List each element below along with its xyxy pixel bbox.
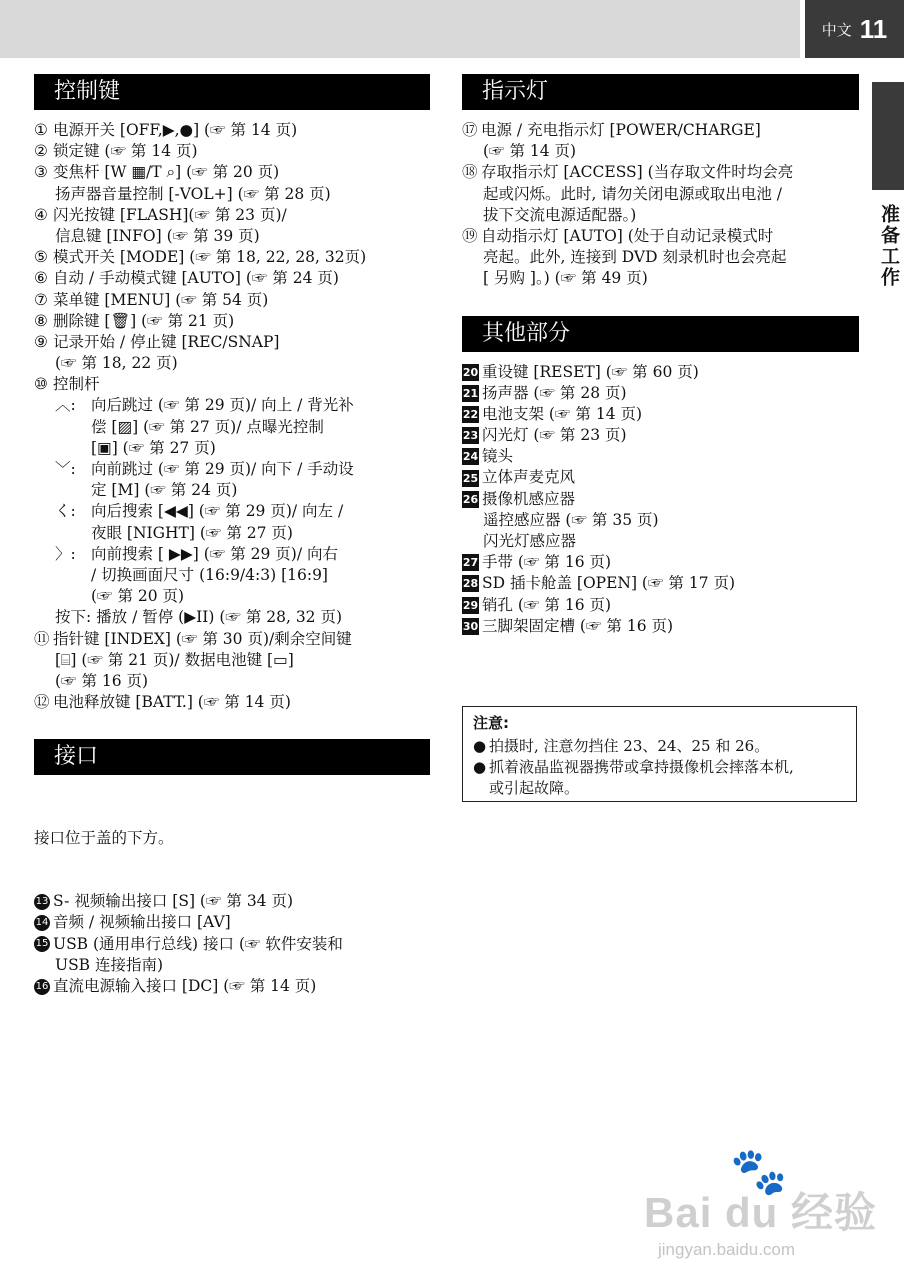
item-number-marker: ⑦ [34, 290, 48, 309]
watermark-url: jingyan.baidu.com [658, 1240, 796, 1259]
caution-item: ● 拍摄时, 注意勿挡住 23、24、25 和 26。 [473, 737, 770, 755]
list-item [462, 247, 859, 268]
list-item [34, 374, 430, 395]
item-number-marker: 20 [462, 365, 479, 379]
indicators-list [462, 120, 859, 290]
item-text: 存取指示灯 [ACCESS] (当存取文件时均会亮 [481, 163, 794, 182]
item-text: SD 插卡舱盖 [OPEN] (☞ 第 17 页) [482, 574, 736, 593]
item-number-marker: 15 [34, 936, 50, 952]
list-item [34, 955, 430, 976]
controls-list [34, 120, 430, 713]
list-item [462, 162, 859, 183]
list-item [462, 616, 859, 637]
list-item [34, 586, 430, 607]
caution-box [462, 706, 857, 802]
item-number-marker: ② [34, 142, 48, 161]
item-text: 偿 [▨] (☞ 第 27 页)/ 点曝光控制 [91, 417, 324, 436]
item-number-marker: ③ [34, 163, 48, 182]
item-number-marker: 22 [462, 407, 479, 421]
item-text: 变焦杆 [W ▦/T ⌕] (☞ 第 20 页) [53, 163, 280, 182]
item-text: S- 视频输出接口 [S] (☞ 第 34 页) [53, 892, 294, 911]
list-item [462, 141, 859, 162]
item-text: 锁定键 (☞ 第 14 页) [53, 142, 198, 161]
list-item [462, 595, 859, 616]
item-text: 删除键 [🗑] (☞ 第 21 页) [53, 311, 235, 330]
item-text: 起或闪烁。此时, 请勿关闭电源或取出电池 / [483, 184, 783, 203]
item-text: 闪光灯感应器 [483, 532, 577, 550]
item-text: 控制杆 [53, 375, 100, 394]
page-number: 11 [859, 13, 888, 44]
item-number-marker: 25 [462, 471, 479, 485]
list-item [462, 226, 859, 247]
item-text: 按下: 播放 / 暂停 (▶II) (☞ 第 28, 32 页) [55, 608, 343, 627]
list-item [462, 404, 859, 425]
other-parts-list [462, 362, 859, 637]
item-text: 电源 / 充电指示灯 [POWER/CHARGE] [481, 121, 761, 139]
item-text: (☞ 第 18, 22 页) [55, 354, 178, 373]
item-number-marker: ⑧ [34, 311, 48, 330]
item-text: 扬声器音量控制 [-VOL+] (☞ 第 28 页) [55, 184, 331, 203]
section-title-indicators: 指示灯 [462, 74, 859, 110]
item-number-marker: ⑫ [34, 693, 50, 712]
side-tab [872, 82, 904, 190]
list-item [462, 531, 859, 552]
item-text: 镜头 [482, 447, 514, 466]
list-item [34, 501, 430, 522]
item-text: USB (通用串行总线) 接口 (☞ 软件安装和 [53, 934, 343, 953]
list-item [34, 891, 430, 912]
list-item [34, 247, 430, 268]
item-text: 记录开始 / 停止键 [REC/SNAP] [53, 332, 280, 351]
list-item [462, 552, 859, 573]
list-item [34, 692, 430, 713]
item-text: USB 连接指南) [55, 955, 164, 974]
list-item [462, 425, 859, 446]
item-number-marker: 30 [462, 619, 479, 633]
item-text: 直流电源输入接口 [DC] (☞ 第 14 页) [53, 977, 317, 995]
watermark-brand: Bai du 经验 [644, 1189, 878, 1236]
list-item [462, 184, 859, 205]
caution-title: 注意: [473, 714, 509, 732]
direction-marker: 〉: [55, 544, 76, 563]
item-text: 定 [M] (☞ 第 24 页) [91, 481, 238, 500]
list-item [462, 573, 859, 594]
item-text: 音频 / 视频输出接口 [AV] [53, 913, 231, 932]
list-item [34, 912, 430, 933]
list-item [34, 311, 430, 332]
side-section-label: 准备工作 [878, 204, 900, 288]
item-text: 信息键 [INFO] (☞ 第 39 页) [55, 226, 260, 245]
list-item [34, 480, 430, 501]
item-text: 重设键 [RESET] (☞ 第 60 页) [482, 362, 699, 381]
item-number-marker: 13 [34, 894, 50, 910]
list-item [462, 383, 859, 404]
item-text: / 切换画面尺寸 (16:9/4:3) [16:9] [91, 565, 328, 584]
item-text: 模式开关 [MODE] (☞ 第 18, 22, 28, 32页) [53, 248, 367, 267]
item-number-marker: 23 [462, 429, 479, 443]
list-item [34, 544, 430, 565]
item-text: [▣] (☞ 第 27 页) [91, 438, 216, 457]
item-text: 指针键 [INDEX] (☞ 第 30 页)/剩余空间键 [53, 629, 352, 648]
section-title-ports: 接口 [34, 739, 430, 775]
list-item [34, 290, 430, 311]
list-item [34, 438, 430, 459]
ports-intro: 接口位于盖的下方。 [34, 828, 174, 847]
item-text: 向后搜索 [◀◀] (☞ 第 29 页)/ 向左 / [91, 502, 344, 521]
item-text: 闪光灯 (☞ 第 23 页) [482, 426, 627, 445]
item-text: 电池支架 (☞ 第 14 页) [482, 404, 643, 423]
item-text: 电池释放键 [BATT.] (☞ 第 14 页) [53, 693, 291, 712]
item-text: 闪光按键 [FLASH](☞ 第 23 页)/ [53, 205, 287, 224]
item-text: 摄像机感应器 [482, 489, 576, 508]
item-number-marker: 24 [462, 450, 479, 464]
list-item [34, 395, 430, 416]
item-number-marker: ⑱ [462, 163, 478, 182]
item-text: 立体声麦克风 [482, 468, 576, 487]
item-text: 扬声器 (☞ 第 28 页) [482, 383, 627, 402]
item-text: (☞ 第 16 页) [55, 671, 149, 690]
top-bar [0, 0, 800, 58]
baidu-watermark [640, 1140, 880, 1270]
list-item [34, 565, 430, 586]
list-item [34, 417, 430, 438]
caution-item: 或引起故障。 [489, 779, 580, 797]
item-text: 拔下交流电源适配器。) [483, 205, 637, 224]
list-item [462, 205, 859, 226]
list-item [34, 523, 430, 544]
list-item [462, 489, 859, 510]
item-text: 电源开关 [OFF,▶,●] (☞ 第 14 页) [53, 121, 298, 139]
ports-list [34, 785, 430, 1039]
item-number-marker: ⑪ [34, 629, 50, 648]
item-number-marker: ⑲ [462, 226, 478, 245]
list-item [34, 268, 430, 289]
item-number-marker: 26 [462, 492, 479, 506]
direction-marker: ﹀: [55, 460, 76, 478]
language-label: 中文 [821, 20, 852, 39]
list-item [34, 205, 430, 226]
item-text: [ 另购 ]。) (☞ 第 49 页) [483, 269, 648, 288]
list-item [462, 467, 859, 488]
item-text: (☞ 第 14 页) [483, 142, 577, 161]
item-text: 向后跳过 (☞ 第 29 页)/ 向上 / 背光补 [91, 396, 354, 415]
item-text: [⌸] (☞ 第 21 页)/ 数据电池键 [▭] [55, 650, 294, 669]
right-column [462, 74, 859, 637]
page-number-box [805, 0, 904, 58]
direction-marker: ︿: [55, 396, 76, 415]
list-item [34, 607, 430, 628]
item-text: 自动指示灯 [AUTO] (处于自动记录模式时 [481, 226, 774, 245]
item-number-marker: 27 [462, 556, 479, 570]
list-item [34, 353, 430, 374]
list-item [462, 510, 859, 531]
item-number-marker: ⑩ [34, 375, 48, 394]
item-number-marker: 21 [462, 386, 479, 400]
bullet-icon: ● [473, 737, 487, 755]
item-number-marker: ⑨ [34, 332, 48, 351]
left-column [34, 74, 430, 1040]
item-number-marker: 16 [34, 979, 50, 995]
item-text: 手带 (☞ 第 16 页) [482, 553, 612, 572]
direction-marker: く: [55, 502, 76, 521]
item-text: 遥控感应器 (☞ 第 35 页) [483, 510, 659, 529]
list-item [34, 934, 430, 955]
list-item [462, 446, 859, 467]
bullet-icon: ● [473, 758, 487, 776]
list-item [34, 141, 430, 162]
list-item [34, 629, 430, 650]
list-item [34, 650, 430, 671]
item-number-marker: 29 [462, 598, 479, 612]
item-text: 向前跳过 (☞ 第 29 页)/ 向下 / 手动设 [91, 460, 354, 478]
paw-logo-icon: 🐾 [730, 1144, 788, 1198]
list-item [462, 268, 859, 289]
item-text: 向前搜索 [ ▶▶] (☞ 第 29 页)/ 向右 [91, 544, 338, 563]
list-item [462, 120, 859, 141]
list-item [462, 362, 859, 383]
item-text: (☞ 第 20 页) [91, 587, 185, 606]
item-number-marker: ① [34, 121, 48, 139]
item-text: 三脚架固定槽 (☞ 第 16 页) [482, 616, 674, 635]
list-item [34, 976, 430, 997]
section-title-other: 其他部分 [462, 316, 859, 352]
caution-item: ● 抓着液晶监视器携带或拿持摄像机会摔落本机, [473, 758, 794, 776]
list-item [34, 120, 430, 141]
item-number-marker: ④ [34, 205, 48, 224]
item-number-marker: ⑰ [462, 121, 478, 139]
item-text: 自动 / 手动模式键 [AUTO] (☞ 第 24 页) [53, 269, 339, 288]
item-text: 亮起。此外, 连接到 DVD 刻录机时也会亮起 [483, 248, 787, 267]
list-item [34, 332, 430, 353]
list-item [34, 671, 430, 692]
list-item [34, 184, 430, 205]
item-number-marker: ⑥ [34, 269, 48, 288]
list-item [34, 459, 430, 480]
item-number-marker: 14 [34, 915, 50, 931]
item-number-marker: 28 [462, 577, 479, 591]
item-text: 夜眼 [NIGHT] (☞ 第 27 页) [91, 523, 293, 542]
list-item [34, 226, 430, 247]
item-text: 菜单键 [MENU] (☞ 第 54 页) [53, 290, 269, 309]
list-item [34, 162, 430, 183]
section-title-controls: 控制键 [34, 74, 430, 110]
item-text: 销孔 (☞ 第 16 页) [482, 595, 612, 614]
item-number-marker: ⑤ [34, 248, 48, 267]
